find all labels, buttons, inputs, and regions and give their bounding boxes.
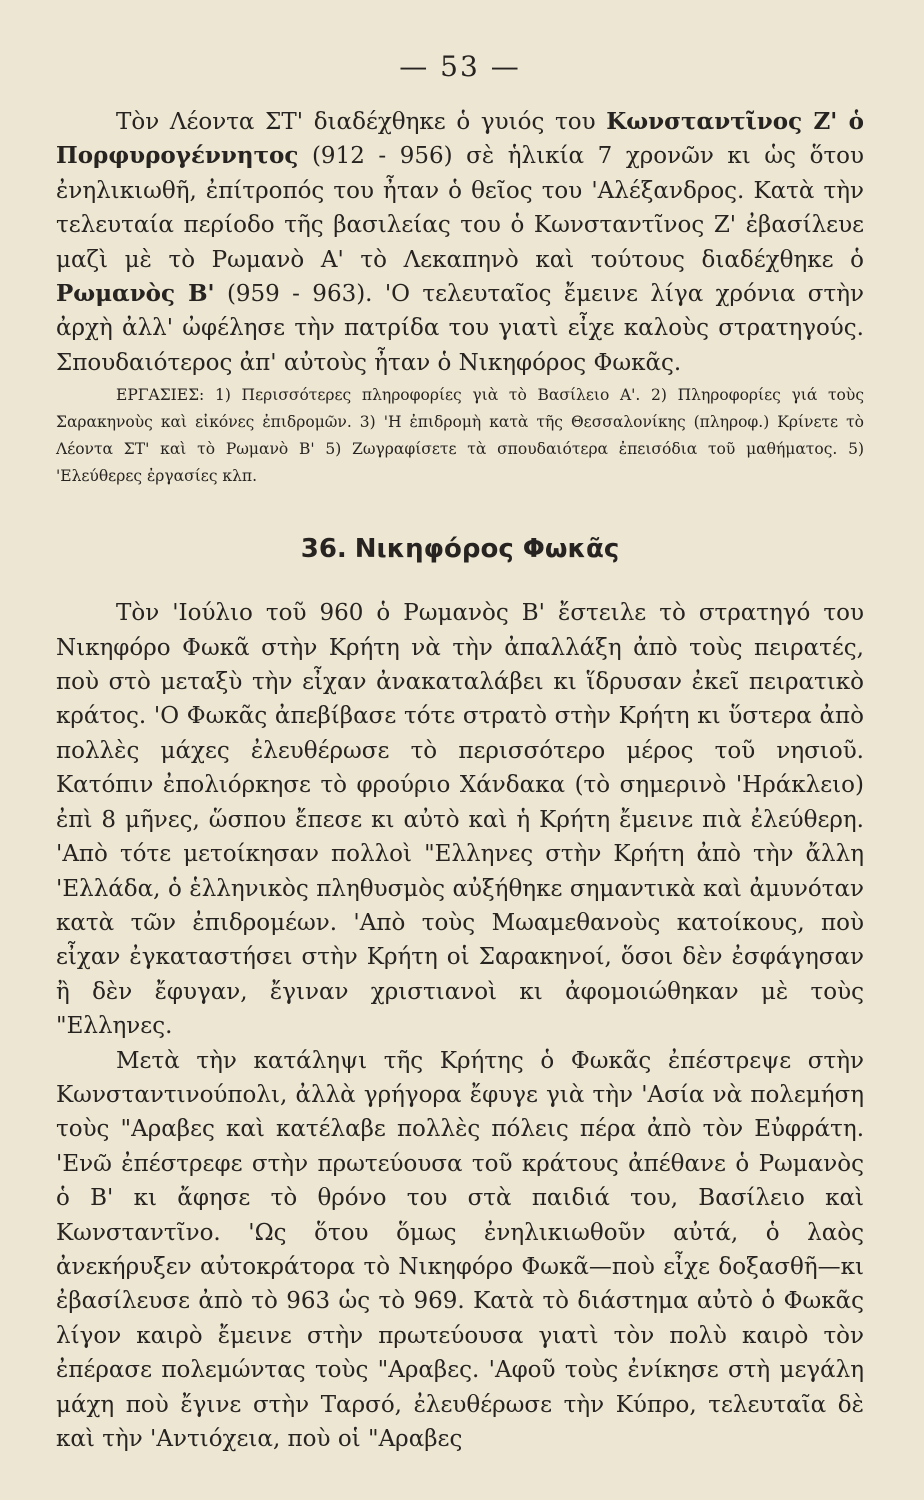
emperor-romanos-name: Ρωμανὸς Β' <box>56 280 215 308</box>
page-number: — 53 — <box>399 50 521 83</box>
exercises-paragraph: ΕΡΓΑΣΙΕΣ: 1) Περισσότερες πληροφορίες γιὰ τὸ Βασίλειο Α'. 2) Πληροφορίες γιά τοὺς Σαρακηνοὺς καὶ εἰκόνες ἐπιδρομῶν. 3) 'Η ἐπιδρομὴ κατὰ τῆς Θεσσαλονίκης (πληροφ.) Κρίνετε τὸ Λέοντα ΣΤ' καὶ τὸ Ρωμανὸ Β' 5) Ζωγραφίσετε τὰ σπουδαιότερα ἐπεισόδια τοῦ μαθήματος. 5) 'Ελεύθερες ἐργασίες κλπ. <box>56 386 864 486</box>
section-number: 36. <box>300 534 347 565</box>
emperor-constantine-name: Κωνσταντῖνος Ζ' ὁ Πορφυρογέννητος <box>56 108 864 170</box>
section-heading <box>56 534 864 564</box>
body-paragraph-1: Τὸν 'Ιούλιο τοῦ 960 ὁ Ρωμανὸς Β' ἔστειλε τὸ στρατηγό του Νικηφόρο Φωκᾶ στὴν Κρήτη νὰ τὴν ἀπαλλάξη ἀπὸ τοὺς πειρατές, ποὺ στὸ μεταξὺ τὴν εἶχαν ἀνακαταλάβει κι ἵδρυσαν ἐκεῖ πειρατικὸ κράτος. 'Ο Φωκᾶς ἀπεβίβασε τότε στρατὸ στὴν Κρήτη κι ὕστερα ἀπὸ πολλὲς μάχες ἐλευθέρωσε τὸ περισσότερο μέρος τοῦ νησιοῦ. Κατόπιν ἐπολιόρκησε τὸ φρούριο Χάνδακα (τὸ σημερινὸ 'Ηράκλειο) ἐπὶ 8 μῆνες, ὥσπου ἔπεσε κι αὐτὸ καὶ ἡ Κρήτη ἔμεινε πιὰ ἐλεύθερη. 'Απὸ τότε μετοίκησαν πολλοὶ "Ελληνες στὴν Κρήτη ἀπὸ τὴν ἄλλη 'Ελλάδα, ὁ ἑλληνικὸς πληθυσμὸς αὐξήθηκε σημαντικὰ καὶ ἀμυνόταν κατὰ τῶν ἐπιδρομέων. 'Απὸ τοὺς Μωαμεθανοὺς κατοίκους, ποὺ εἶχαν ἐγκαταστήσει στὴν Κρήτη οἱ Σαρακηνοί, ὅσοι δὲν ἐσφάγησαν ἢ δὲν ἔφυγαν, ἔγιναν χριστιανοὶ κι ἀφομοιώθηκαν μὲ τοὺς "Ελληνες. <box>56 600 864 1040</box>
intro-text-1: Τὸν Λέοντα ΣΤ' διαδέχθηκε ὁ γυιός του <box>116 109 607 135</box>
section-title: Νικηφόρος Φωκᾶς <box>354 534 620 565</box>
body-paragraph-2: Μετὰ τὴν κατάληψι τῆς Κρήτης ὁ Φωκᾶς ἐπέστρεψε στὴν Κωνσταντινούπολι, ἀλλὰ γρήγορα ἔφυγε γιὰ τὴν 'Ασία νὰ πολεμήση τοὺς "Αραβες καὶ κατέλαβε πολλὲς πόλεις πέρα ἀπὸ τὸν Εὐφράτη. 'Ενῶ ἐπέστρεφε στὴν πρωτεύουσα τοῦ κράτους ἀπέθανε ὁ Ρωμανὸς ὁ Β' κι ἄφησε τὸ θρόνο του στὰ παιδιά του, Βασίλειο καὶ Κωνσταντῖνο. 'Ως ὅτου ὅμως ἐνηλικιωθοῦν αὐτά, ὁ λαὸς ἀνεκήρυξεν αὐτοκράτορα τὸ Νικηφόρο Φωκᾶ—ποὺ εἶχε δοξασθῆ—κι ἐβασίλευσε ἀπὸ τὸ 963 ὡς τὸ 969. Κατὰ τὸ διάστημα αὐτὸ ὁ Φωκᾶς λίγον καιρὸ ἔμεινε στὴν πρωτεύουσα γιατὶ τὸν πολὺ καιρὸ τὸν ἐπέρασε πολεμώντας τοὺς "Αραβες. 'Αφοῦ τοὺς ἐνίκησε στὴ μεγάλη μάχη ποὺ ἔγινε στὴν Ταρσό, ἐλευθέρωσε τὴν Κύπρο, τελευταῖα δὲ καὶ τὴν 'Αντιόχεια, ποὺ οἱ "Αραβες <box>56 1047 864 1452</box>
intro-text-5: (959 - 963). 'Ο τελευταῖος ἔμεινε λίγα χρόνια στὴν ἀρχὴ ἀλλ' ὠφέλησε τὴν πατρίδα του γιατὶ εἶχε καλοὺς στρατηγούς. Σπουδαιότερος ἀπ' αὐτοὺς ἦταν ὁ Νικηφόρος Φωκᾶς. <box>56 281 864 376</box>
intro-text-3: (912 - 956) σὲ ἡλικία 7 χρονῶν κι ὡς ὅτου ἐνηλικιωθῆ, ἐπίτροπός του ἦταν ὁ θεῖος του 'Αλέξανδρος. Κατὰ τὴν τελευταία περίοδο τῆς βασιλείας του ὁ Κωνσταντῖνος Ζ' ἐβασίλευε μαζὶ μὲ τὸ Ρωμανὸ Α' τὸ Λεκαπηνὸ καὶ τούτους διαδέχθηκε ὁ <box>56 143 864 273</box>
intro-paragraph <box>56 105 864 380</box>
